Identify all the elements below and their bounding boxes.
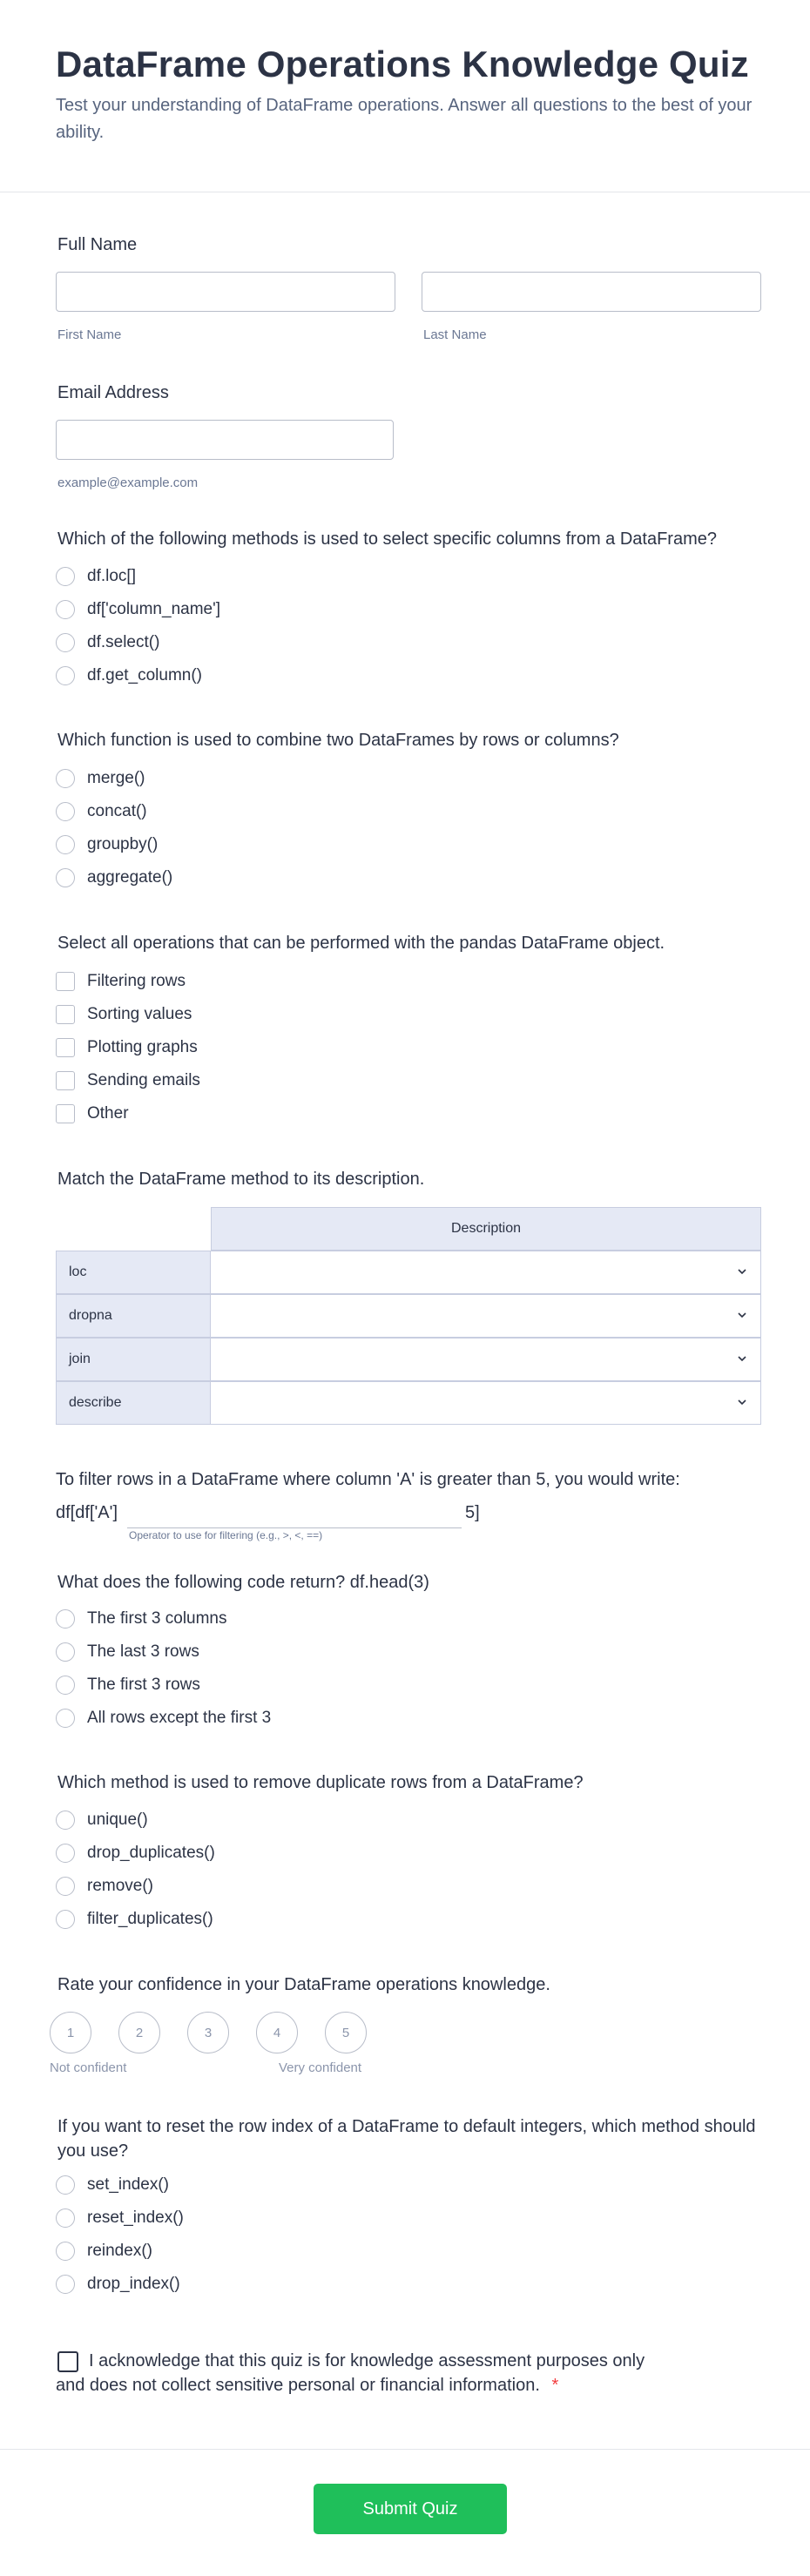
q5-option-4[interactable]	[56, 1706, 271, 1730]
rating-option-3[interactable]: 3	[187, 2012, 229, 2053]
q1-option-1[interactable]	[56, 564, 136, 589]
option-label: The first 3 rows	[87, 1676, 200, 1694]
q2-option-3[interactable]	[56, 833, 158, 857]
checkbox[interactable]	[56, 1104, 75, 1123]
radio-button[interactable]	[56, 633, 75, 652]
question-combine-dataframes: Which function is used to combine two DataFrames by rows or columns?	[57, 731, 619, 750]
matrix-dropdown-loc[interactable]	[211, 1251, 761, 1294]
radio-button[interactable]	[56, 1642, 75, 1662]
q8-option-1[interactable]	[56, 2173, 169, 2197]
rating-low-label: Not confident	[50, 2060, 127, 2075]
q2-option-2[interactable]	[56, 799, 147, 824]
radio-button[interactable]	[56, 769, 75, 788]
matrix-column-header: Description	[211, 1207, 761, 1251]
option-label: merge()	[87, 769, 145, 787]
chevron-down-icon	[736, 1352, 748, 1365]
email-input[interactable]	[56, 420, 394, 460]
rating-option-5[interactable]: 5	[325, 2012, 367, 2053]
option-label: Other	[87, 1104, 129, 1123]
option-label: drop_duplicates()	[87, 1844, 215, 1862]
radio-button[interactable]	[56, 666, 75, 685]
operator-hint: Operator to use for filtering (e.g., >, <, ==)	[129, 1529, 323, 1541]
matrix-row-label: dropna	[56, 1294, 211, 1338]
matrix-dropdown-dropna[interactable]	[211, 1294, 761, 1338]
required-asterisk: *	[551, 2376, 559, 2395]
fill-suffix: 5]	[465, 1503, 480, 1522]
option-label: remove()	[87, 1877, 154, 1895]
first-name-input[interactable]	[56, 272, 395, 312]
matrix-dropdown-describe[interactable]	[211, 1381, 761, 1425]
rating-option-2[interactable]: 2	[118, 2012, 160, 2053]
option-label: Sorting values	[87, 1005, 192, 1023]
radio-button[interactable]	[56, 835, 75, 854]
matrix-dropdown-join[interactable]	[211, 1338, 761, 1381]
email-sublabel: example@example.com	[57, 475, 199, 490]
radio-button[interactable]	[56, 1609, 75, 1629]
full-name-label: Full Name	[57, 235, 138, 254]
option-label: df.loc[]	[87, 567, 136, 585]
checkbox[interactable]	[56, 1005, 75, 1024]
radio-button[interactable]	[56, 600, 75, 619]
option-label: df.get_column()	[87, 666, 203, 684]
option-label: reset_index()	[87, 2208, 184, 2227]
radio-button[interactable]	[56, 1709, 75, 1728]
option-label: set_index()	[87, 2175, 169, 2194]
q5-option-3[interactable]	[56, 1673, 200, 1697]
option-label: The last 3 rows	[87, 1642, 199, 1661]
q1-option-4[interactable]	[56, 664, 202, 688]
q6-option-2[interactable]	[56, 1841, 215, 1865]
chevron-down-icon	[736, 1396, 748, 1408]
first-name-sublabel: First Name	[57, 327, 122, 342]
page-subtitle: Test your understanding of DataFrame operations. Answer all questions to the best of your ability.	[56, 96, 753, 142]
q3-option-1[interactable]	[56, 969, 186, 994]
q1-option-3[interactable]	[56, 631, 159, 655]
radio-button[interactable]	[56, 2208, 75, 2228]
acknowledge-text-line-1: I acknowledge that this quiz is for knowledge assessment purposes only	[89, 2351, 645, 2370]
option-label: The first 3 columns	[87, 1609, 227, 1628]
checkbox[interactable]	[56, 972, 75, 991]
operator-input[interactable]	[127, 1501, 462, 1528]
question-confidence-rating: Rate your confidence in your DataFrame operations knowledge.	[57, 1975, 550, 1994]
q6-option-1[interactable]	[56, 1808, 148, 1832]
q6-option-3[interactable]	[56, 1874, 153, 1898]
acknowledge-checkbox[interactable]	[57, 2351, 78, 2372]
q2-option-4[interactable]	[56, 866, 172, 890]
q3-option-3[interactable]	[56, 1035, 198, 1060]
q8-option-4[interactable]	[56, 2272, 180, 2296]
question-pandas-operations: Select all operations that can be performed with the pandas DataFrame object.	[57, 934, 665, 953]
q8-option-3[interactable]	[56, 2239, 152, 2263]
radio-button[interactable]	[56, 1910, 75, 1929]
question-filter-rows: To filter rows in a DataFrame where column 'A' is greater than 5, you would write:	[56, 1470, 680, 1489]
checkbox[interactable]	[56, 1071, 75, 1090]
radio-button[interactable]	[56, 802, 75, 821]
question-match-methods: Match the DataFrame method to its description.	[57, 1170, 425, 1189]
rating-option-1[interactable]: 1	[50, 2012, 91, 2053]
last-name-input[interactable]	[422, 272, 761, 312]
option-label: All rows except the first 3	[87, 1709, 272, 1727]
option-label: Plotting graphs	[87, 1038, 198, 1056]
radio-button[interactable]	[56, 2275, 75, 2294]
matrix-row-label: join	[56, 1338, 211, 1381]
footer-divider	[0, 2449, 810, 2450]
option-label: df.select()	[87, 633, 160, 651]
q3-option-4[interactable]	[56, 1069, 200, 1093]
radio-button[interactable]	[56, 1877, 75, 1896]
option-label: groupby()	[87, 835, 159, 853]
question-select-columns: Which of the following methods is used to select specific columns from a DataFrame?	[57, 529, 717, 549]
rating-option-4[interactable]: 4	[256, 2012, 298, 2053]
option-label: concat()	[87, 802, 147, 820]
radio-button[interactable]	[56, 1676, 75, 1695]
q1-option-2[interactable]	[56, 597, 220, 622]
q5-option-1[interactable]	[56, 1607, 227, 1631]
radio-button[interactable]	[56, 567, 75, 586]
checkbox[interactable]	[56, 1038, 75, 1057]
option-label: df['column_name']	[87, 600, 221, 618]
q3-option-2[interactable]	[56, 1002, 192, 1027]
acknowledge-text-line-2: and does not collect sensitive personal or financial information.	[56, 2376, 540, 2395]
radio-button[interactable]	[56, 1811, 75, 1830]
question-head-return: What does the following code return? df.head(3)	[57, 1573, 429, 1592]
matrix-row-label: describe	[56, 1381, 211, 1425]
radio-button[interactable]	[56, 1844, 75, 1863]
option-label: Filtering rows	[87, 972, 186, 990]
matrix-row-label: loc	[56, 1251, 211, 1294]
option-label: drop_index()	[87, 2275, 180, 2293]
page-title: DataFrame Operations Knowledge Quiz	[56, 44, 749, 84]
rating-high-label: Very confident	[279, 2060, 362, 2075]
submit-quiz-button[interactable]: Submit Quiz	[314, 2484, 507, 2534]
q5-option-2[interactable]	[56, 1640, 199, 1664]
option-label: aggregate()	[87, 868, 173, 887]
option-label: filter_duplicates()	[87, 1910, 213, 1928]
radio-button[interactable]	[56, 2175, 75, 2195]
option-label: unique()	[87, 1811, 148, 1829]
q8-option-2[interactable]	[56, 2206, 184, 2230]
q2-option-1[interactable]	[56, 766, 145, 791]
question-reset-index: If you want to reset the row index of a DataFrame to default integers, which method should you use?	[57, 2117, 756, 2161]
chevron-down-icon	[736, 1309, 748, 1321]
last-name-sublabel: Last Name	[423, 327, 487, 342]
fill-prefix: df[df['A']	[56, 1503, 118, 1522]
radio-button[interactable]	[56, 2242, 75, 2261]
radio-button[interactable]	[56, 868, 75, 887]
question-remove-duplicates: Which method is used to remove duplicate rows from a DataFrame?	[57, 1773, 584, 1792]
chevron-down-icon	[736, 1265, 748, 1278]
option-label: reindex()	[87, 2242, 152, 2260]
email-label: Email Address	[57, 383, 169, 402]
option-label: Sending emails	[87, 1071, 200, 1089]
q3-option-5[interactable]	[56, 1102, 129, 1126]
q6-option-4[interactable]	[56, 1907, 213, 1932]
